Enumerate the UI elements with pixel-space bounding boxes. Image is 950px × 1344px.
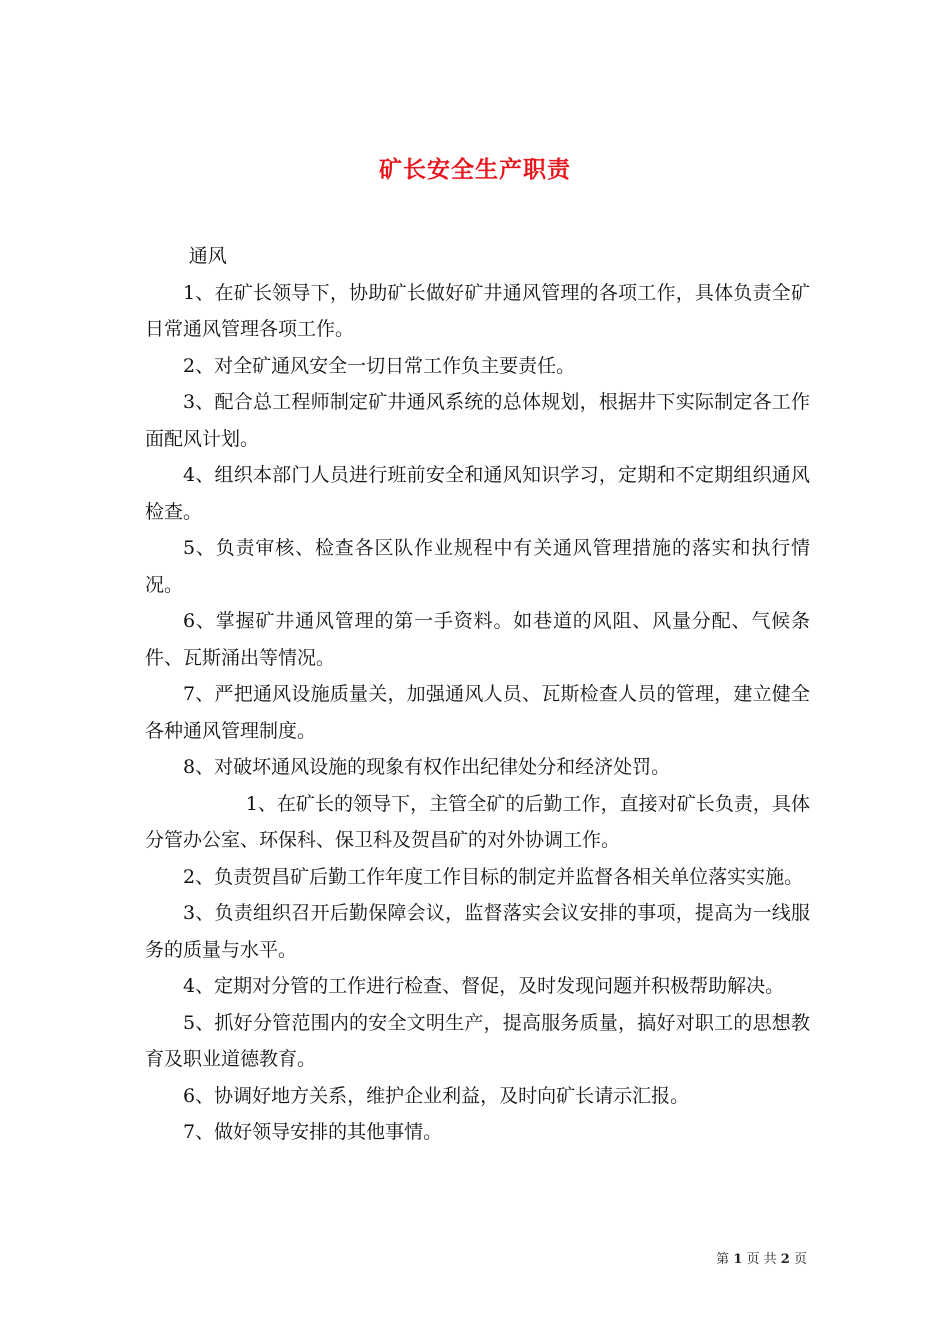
paragraph: 2、对全矿通风安全一切日常工作负主要责任。 xyxy=(183,354,576,377)
paragraph: 4、组织本部门人员进行班前安全和通风知识学习，定期和不定期组织通风检查。 xyxy=(145,464,810,523)
document-body xyxy=(145,238,810,1151)
paragraph: 4、定期对分管的工作进行检查、督促，及时发现问题并积极帮助解决。 xyxy=(183,975,785,997)
paragraph: 6、掌握矿井通风管理的第一手资料。如巷道的风阻、风量分配、气候条件、瓦斯涌出等情况。 xyxy=(145,610,810,669)
paragraph: 8、对破坏通风设施的现象有权作出纪律处分和经济处罚。 xyxy=(183,756,671,778)
page-number-footer xyxy=(716,1248,807,1267)
paragraph: 7、严把通风设施质量关，加强通风人员、瓦斯检查人员的管理，建立健全各种通风管理制度。 xyxy=(145,683,810,742)
paragraph: 6、协调好地方关系，维护企业利益，及时向矿长请示汇报。 xyxy=(183,1084,690,1107)
current-page-number: 1 xyxy=(733,1252,743,1267)
paragraph: 2、负责贺昌矿后勤工作年度工作目标的制定并监督各相关单位落实实施。 xyxy=(183,865,804,888)
paragraph: 7、做好领导安排的其他事情。 xyxy=(183,1121,443,1143)
paragraph: 1、在矿长领导下，协助矿长做好矿井通风管理的各项工作，具体负责全矿日常通风管理各项工作。 xyxy=(145,281,810,340)
paragraph: 5、负责审核、检查各区队作业规程中有关通风管理措施的落实和执行情况。 xyxy=(145,537,810,596)
footer-prefix: 第 xyxy=(716,1252,730,1267)
paragraph: 5、抓好分管范围内的安全文明生产，提高服务质量，搞好对职工的思想教育及职业道德教育。 xyxy=(145,1011,810,1070)
paragraph: 3、负责组织召开后勤保障会议，监督落实会议安排的事项，提高为一线服务的质量与水平。 xyxy=(145,902,810,961)
footer-suffix: 页 xyxy=(793,1252,807,1267)
total-page-count: 2 xyxy=(780,1252,790,1267)
document-title: 矿长安全生产职责 xyxy=(379,156,571,184)
paragraph: 1、在矿长的领导下，主管全矿的后勤工作，直接对矿长负责，具体分管办公室、环保科、保卫科及贺昌矿的对外协调工作。 xyxy=(145,792,810,851)
section-heading: 通风 xyxy=(188,245,227,267)
paragraph: 3、配合总工程师制定矿井通风系统的总体规划，根据井下实际制定各工作面配风计划。 xyxy=(145,391,810,450)
footer-middle: 页 共 xyxy=(746,1252,777,1267)
